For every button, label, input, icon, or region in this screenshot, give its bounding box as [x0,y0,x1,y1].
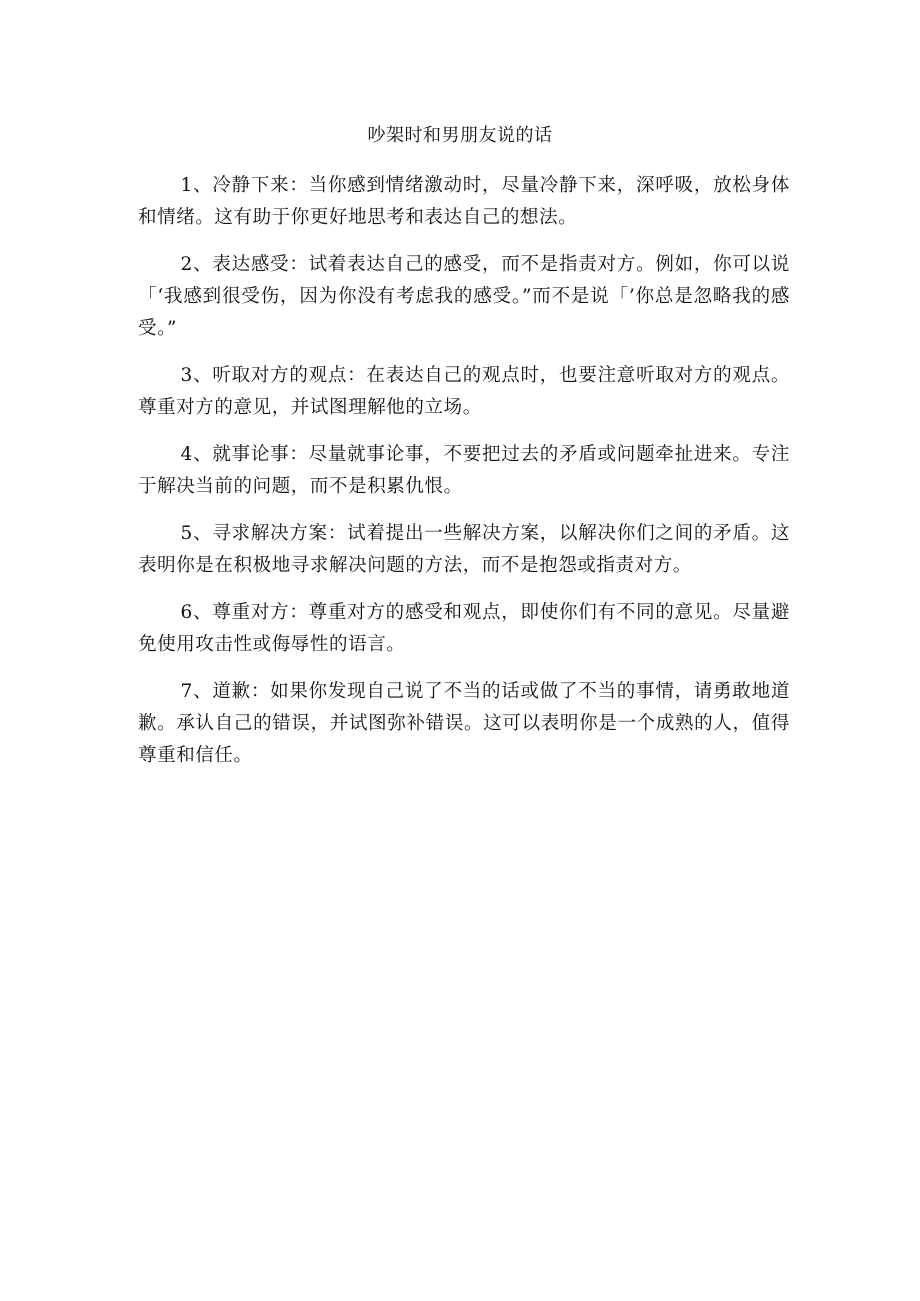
paragraph-3: 3、听取对方的观点：在表达自己的观点时，也要注意听取对方的观点。尊重对方的意见，并试图理解他的立场。 [138,365,790,418]
document-body [138,170,790,787]
paragraph-7: 7、道歉：如果你发现自己说了不当的话或做了不当的事情，请勇敢地道歉。承认自己的错误，并试图弥补错误。这可以表明你是一个成熟的人，值得尊重和信任。 [138,681,790,766]
document-title: 吵架时和男朋友说的话 [367,125,553,146]
paragraph-6: 6、尊重对方：尊重对方的感受和观点，即使你们有不同的意见。尽量避免使用攻击性或侮辱性的语言。 [138,602,790,655]
paragraph-5: 5、寻求解决方案：试着提出一些解决方案，以解决你们之间的矛盾。这表明你是在积极地寻求解决问题的方法，而不是抱怨或指责对方。 [138,523,790,576]
paragraph-4: 4、就事论事：尽量就事论事，不要把过去的矛盾或问题牵扯进来。专注于解决当前的问题，而不是积累仇恨。 [138,444,790,497]
paragraph-2: 2、表达感受：试着表达自己的感受，而不是指责对方。例如，你可以说「‘我感到很受伤，因为你没有考虑我的感受。”而不是说「’你总是忽略我的感受。” [138,254,790,339]
paragraph-1: 1、冷静下来：当你感到情绪激动时，尽量冷静下来，深呼吸，放松身体和情绪。这有助于你更好地思考和表达自己的想法。 [138,175,790,228]
